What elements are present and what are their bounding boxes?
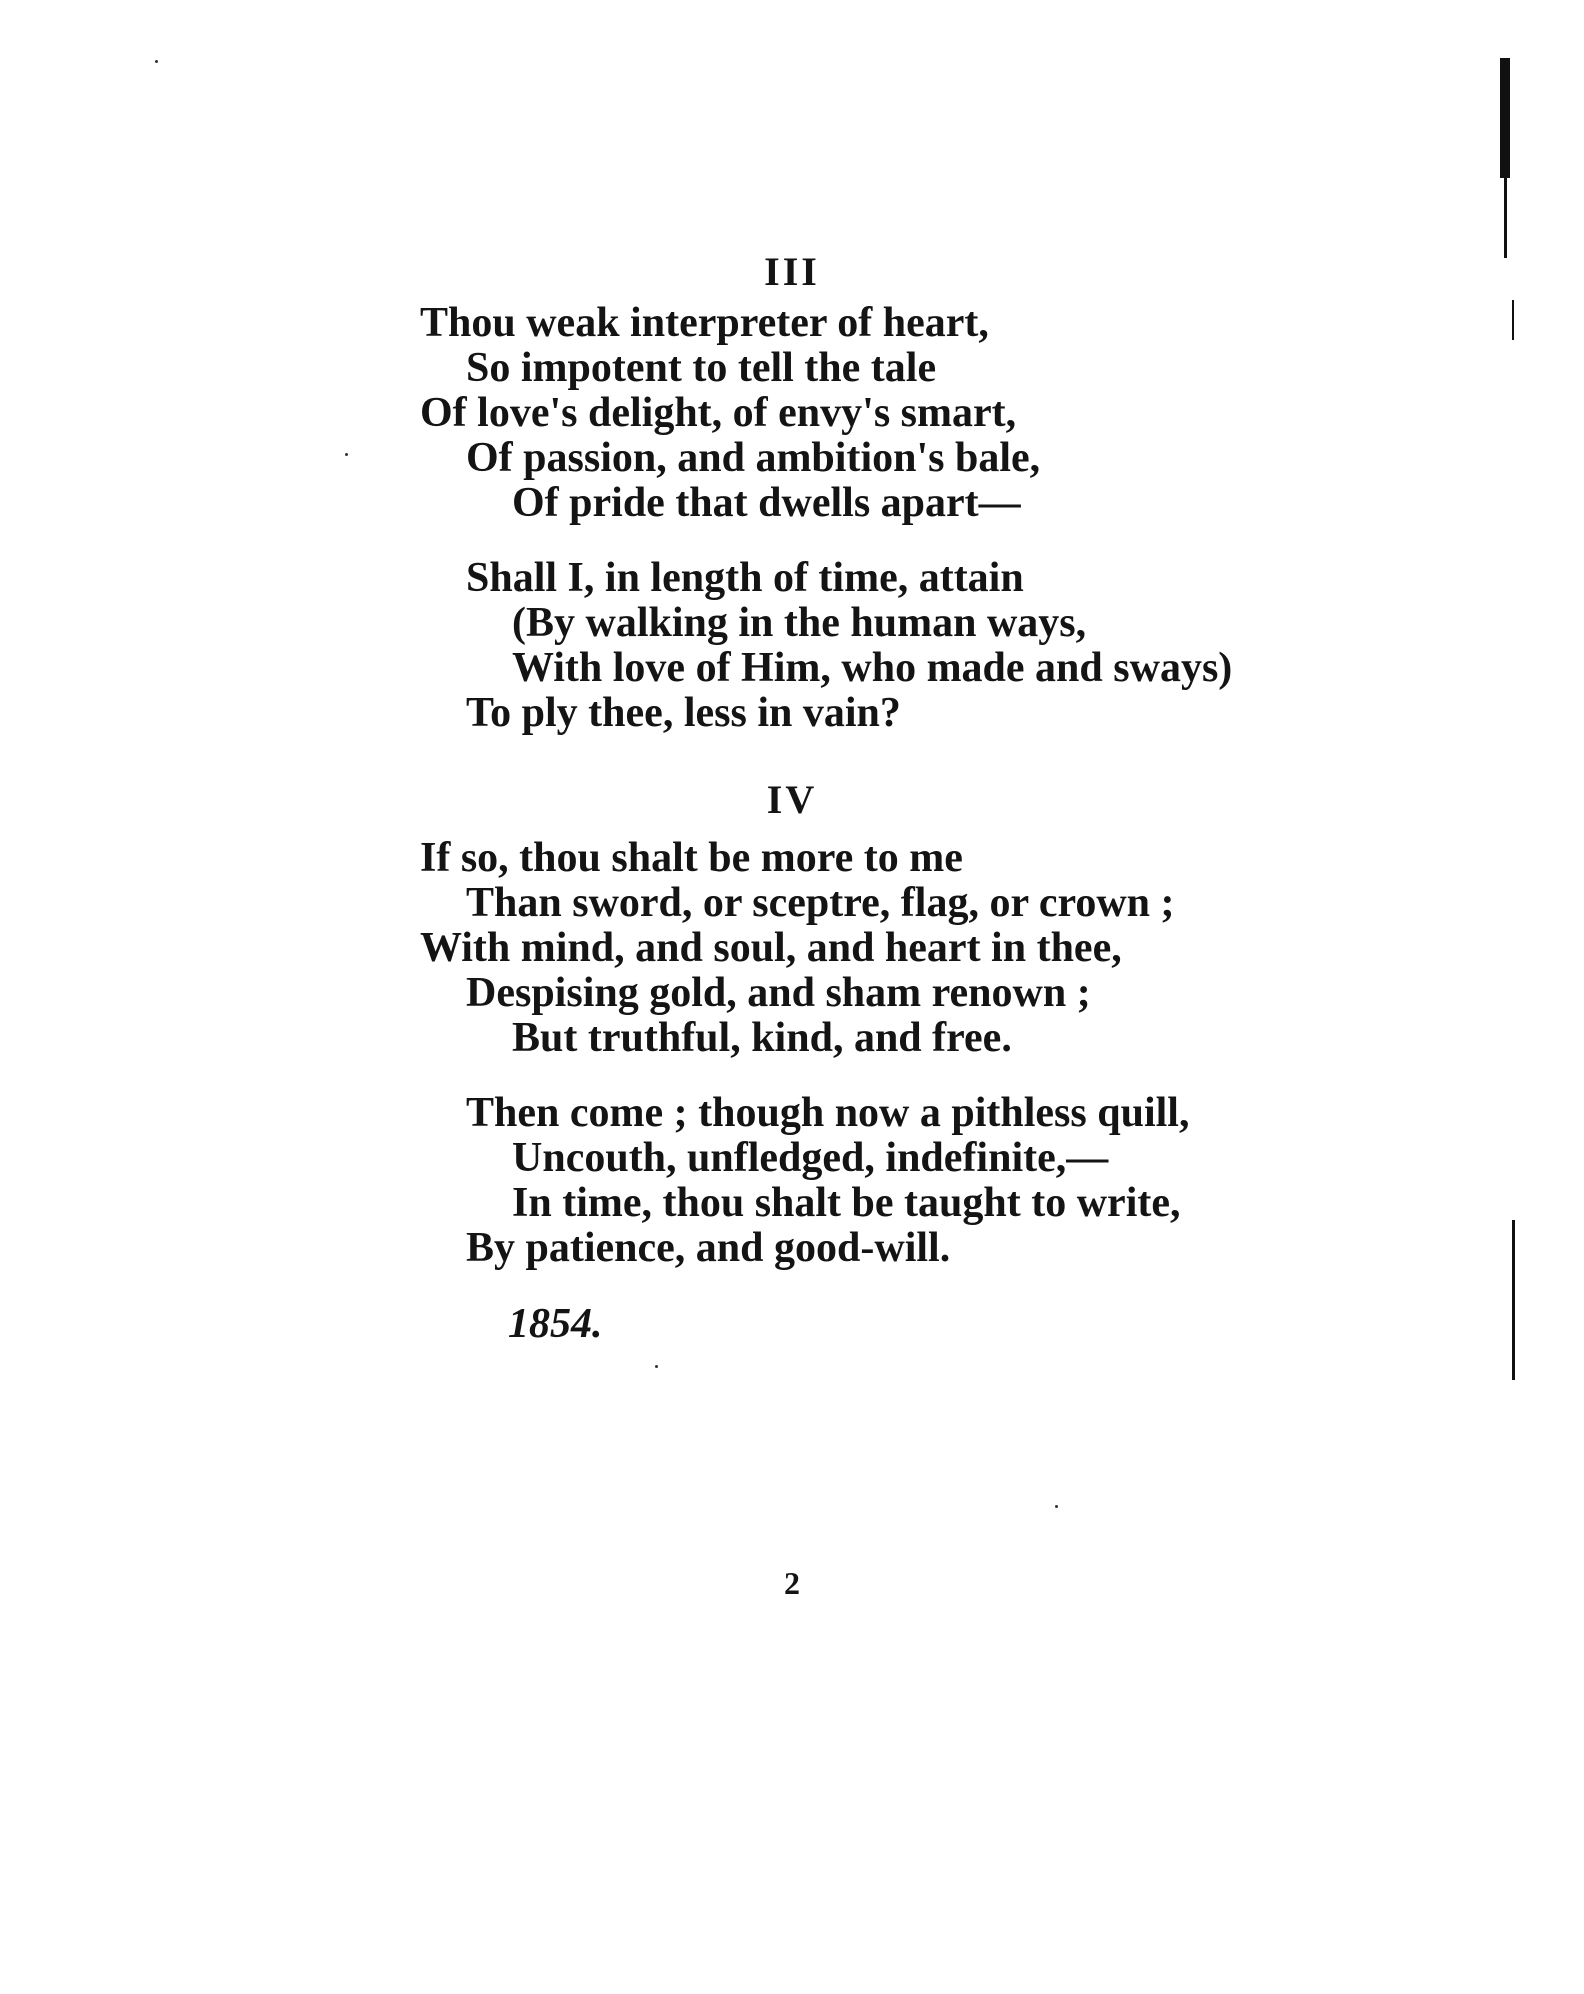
scan-speck: [155, 60, 158, 63]
poem-line: If so, thou shalt be more to me: [420, 835, 963, 881]
poem-line: With love of Him, who made and sways): [512, 645, 1233, 691]
poem-line: (By walking in the human ways,: [512, 600, 1087, 646]
poem-line: But truthful, kind, and free.: [512, 1015, 1012, 1061]
poem-line: To ply thee, less in vain?: [466, 690, 901, 736]
scan-edge-mark: [1504, 178, 1507, 258]
poem-line: Despising gold, and sham renown ;: [466, 970, 1091, 1016]
page-number: 2: [784, 1565, 800, 1601]
poem-line: By patience, and good-will.: [466, 1225, 951, 1271]
section-heading-iv: IV: [766, 777, 818, 822]
poem-line: Of love's delight, of envy's smart,: [420, 390, 1017, 436]
poem-date: 1854.: [508, 1301, 603, 1347]
poem-line: Shall I, in length of time, attain: [466, 555, 1024, 601]
scan-edge-mark: [1500, 58, 1510, 178]
poem-line: Thou weak interpreter of heart,: [420, 300, 989, 346]
scan-speck: [345, 453, 348, 456]
scan-speck: [1055, 1505, 1058, 1508]
poem-line: Uncouth, unfledged, indefinite,—: [512, 1135, 1109, 1181]
poem-line: In time, thou shalt be taught to write,: [512, 1180, 1181, 1226]
poem-line: So impotent to tell the tale: [466, 345, 937, 391]
section-heading-iii: III: [764, 249, 820, 294]
poem-line: Of passion, and ambition's bale,: [466, 435, 1041, 481]
scan-edge-mark: [1512, 1220, 1515, 1380]
poem-line: Of pride that dwells apart—: [512, 480, 1021, 526]
scan-speck: [655, 1365, 658, 1368]
scan-edge-mark: [1512, 300, 1514, 340]
poem-line: Then come ; though now a pithless quill,: [466, 1090, 1190, 1136]
poem-line: With mind, and soul, and heart in thee,: [420, 925, 1122, 971]
poem-line: Than sword, or sceptre, flag, or crown ;: [466, 880, 1175, 926]
